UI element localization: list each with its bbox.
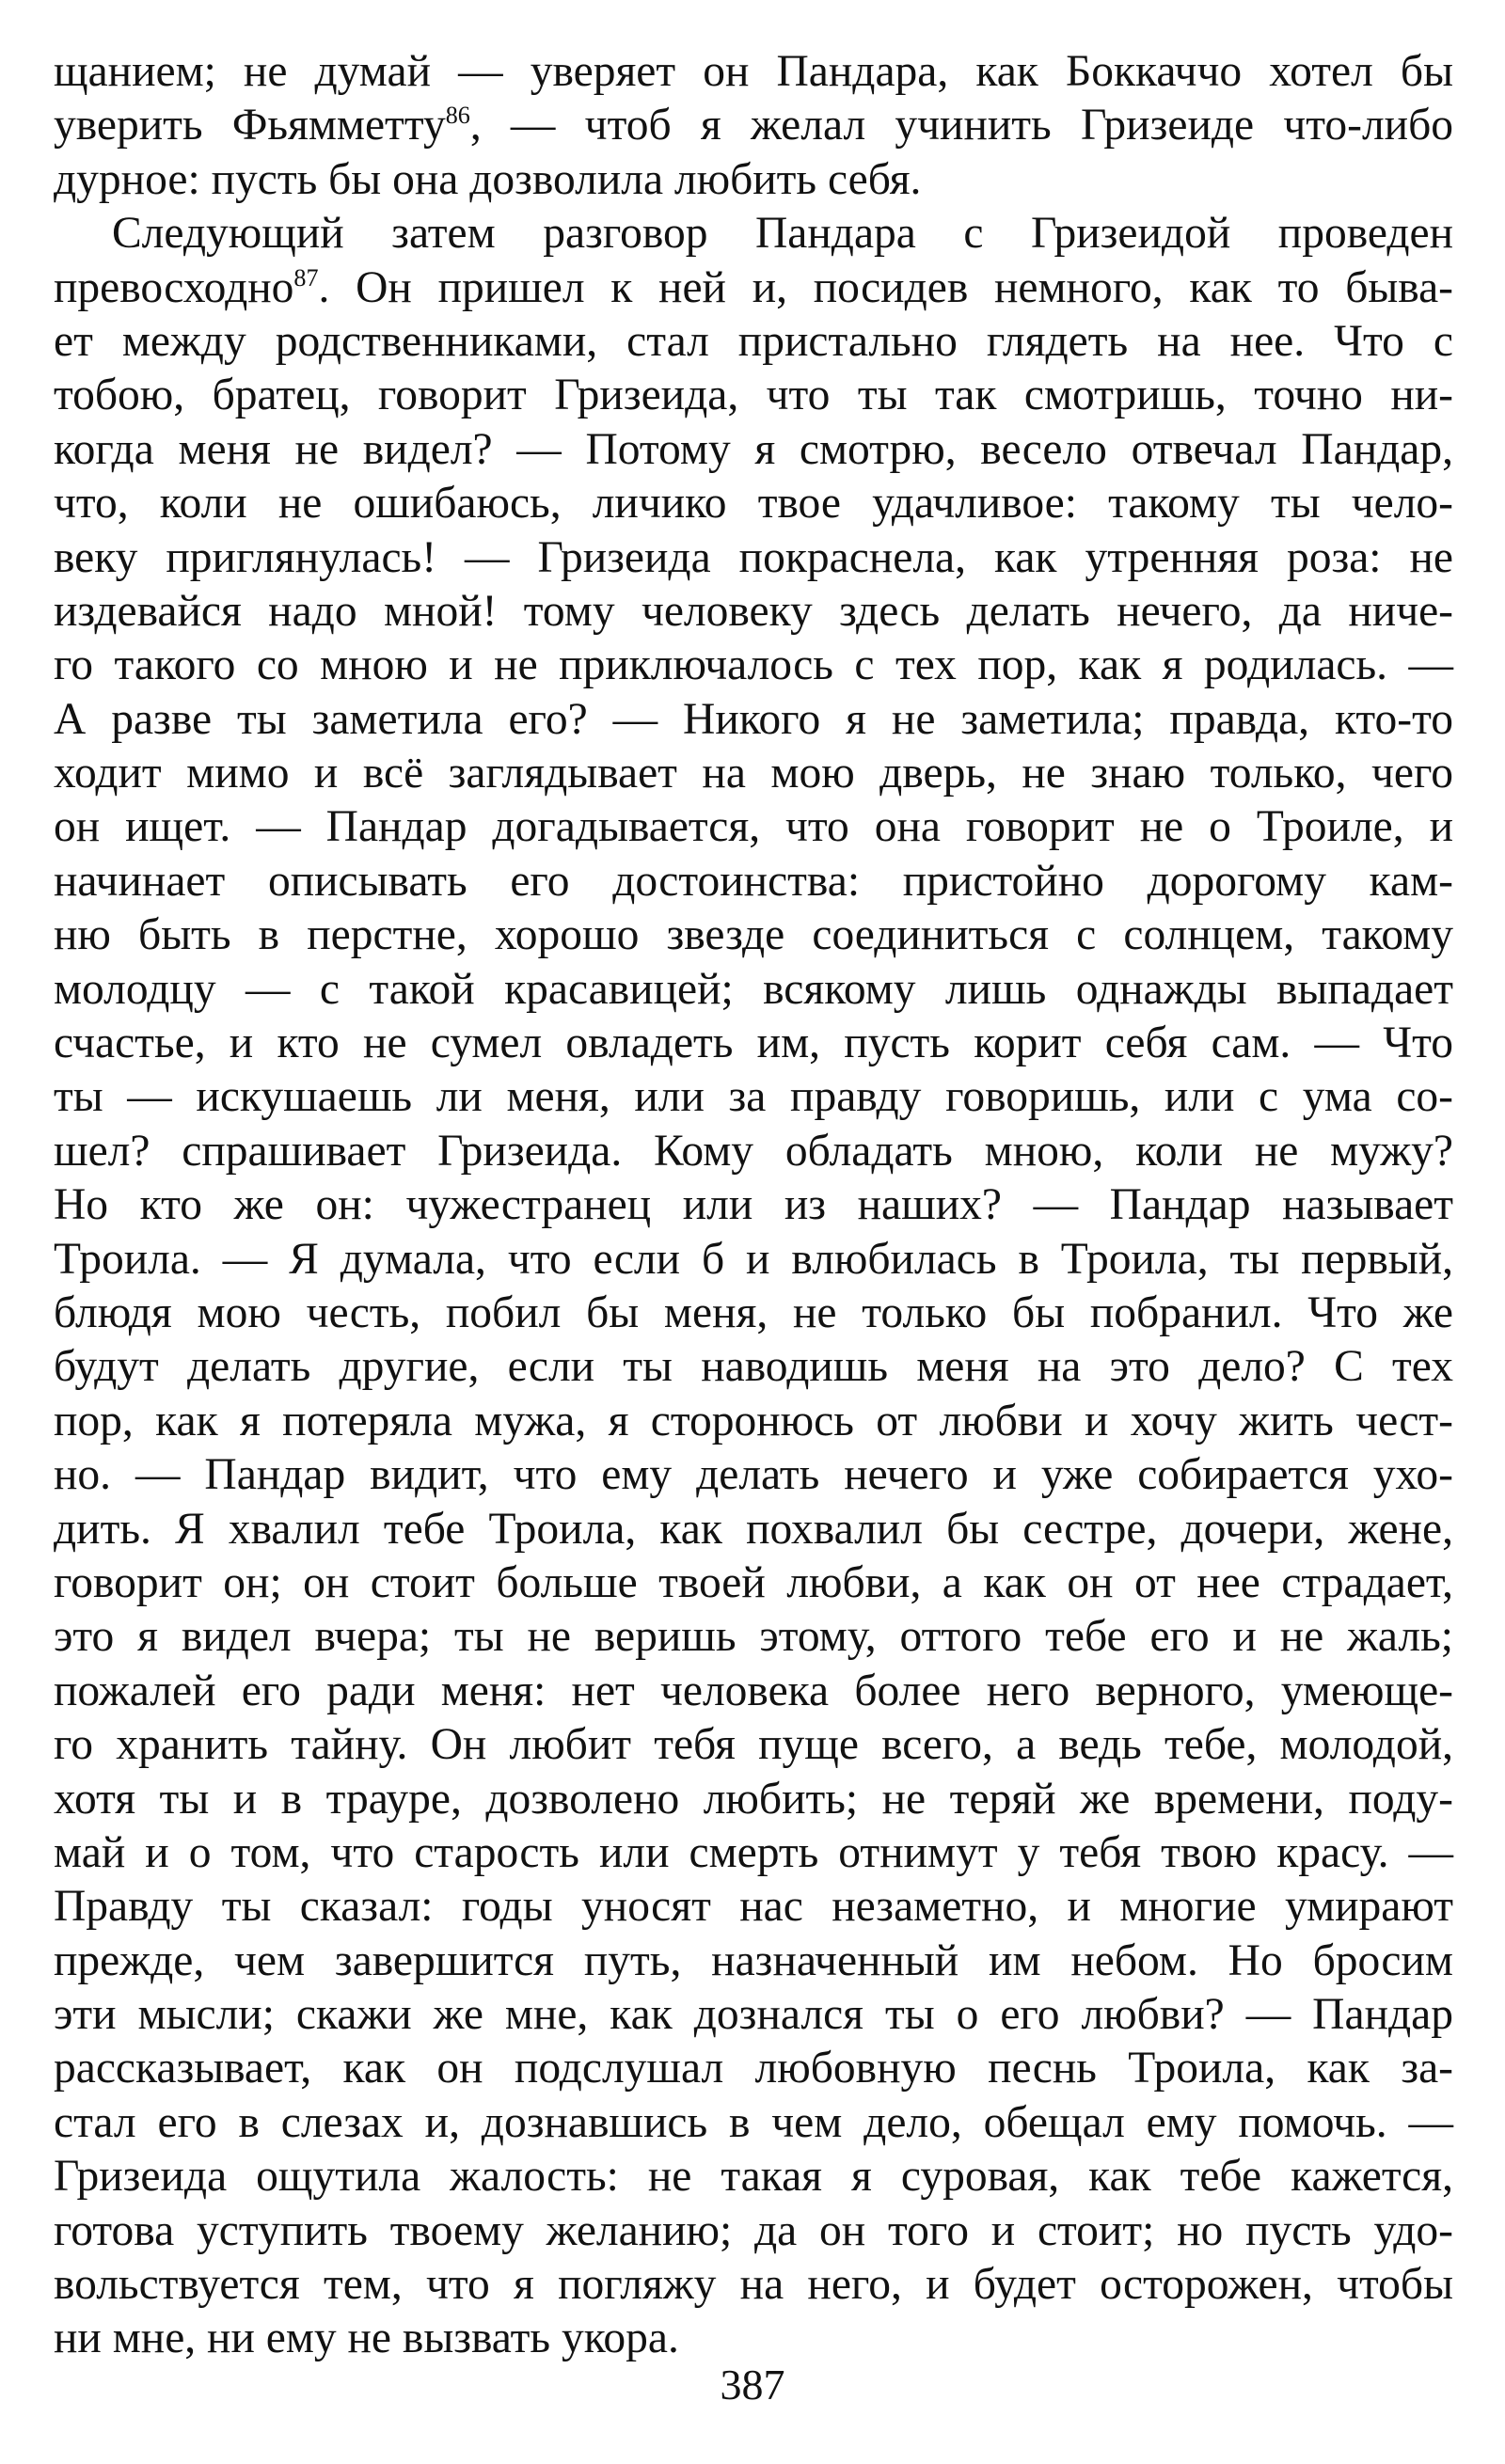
text-line: щанием; не думай — уверяет он Пандара, как Боккаччо хотел бы xyxy=(54,47,1453,96)
text-line: готова уступить твоему желанию; да он того и стоит; но пусть удо- xyxy=(54,2205,1453,2255)
text-line: веку приглянулась! — Гризеида покраснела, как утренняя роза: не xyxy=(54,532,1453,582)
text-line: Правду ты сказал: годы уносят нас незаметно, и многие умирают xyxy=(54,1882,1453,1932)
text-line: шел? спрашивает Гризеида. Кому обладать мною, коли не мужу? xyxy=(54,1126,1453,1176)
text-line: говорит он; он стоит больше твоей любви, а как он от нее страдает, xyxy=(54,1557,1453,1607)
text-line: Гризеида ощутила жалость: не такая я суровая, как тебе кажется, xyxy=(54,2152,1453,2202)
text-line: ню быть в перстне, хорошо звезде соединиться с солнцем, такому xyxy=(54,910,1453,960)
text-line: го такого со мною и не приключалось с тех пор, как я родилась. — xyxy=(54,640,1453,690)
text-line: май и о том, что старость или смерть отнимут у тебя твою красу. — xyxy=(54,1827,1453,1877)
text-line: но. — Пандар видит, что ему делать нечего и уже собирается ухо- xyxy=(54,1450,1453,1500)
footnote-marker: 87 xyxy=(293,263,319,292)
footnote-marker: 86 xyxy=(445,102,470,130)
text-span: превосходно xyxy=(54,262,294,312)
text-line: эти мысли; скажи же мне, как дознался ты о его любви? — Пандар xyxy=(54,1990,1453,2040)
text-span: уверить Фьямметту xyxy=(54,101,446,150)
text-line: что, коли не ошибаюсь, личико твое удачливое: такому ты чело- xyxy=(54,479,1453,529)
text-line: го хранить тайну. Он любит тебя пуще всего, а ведь тебе, молодой, xyxy=(54,1720,1453,1770)
text-line: Но кто же он: чужестранец или из наших? — Пандар называет xyxy=(54,1180,1453,1230)
text-line: пожалей его ради меня: нет человека более него верного, умеюще- xyxy=(54,1666,1453,1715)
text-line: издевайся надо мной! тому человеку здесь делать нечего, да ниче- xyxy=(54,586,1453,636)
page-number: 387 xyxy=(720,2361,785,2409)
text-line: ты — искушаешь ли меня, или за правду говоришь, или с ума со- xyxy=(54,1072,1453,1122)
text-span: . Он пришел к ней и, посидев немного, как то быва- xyxy=(318,262,1453,312)
text-line: тобою, братец, говорит Гризеида, что ты так смотришь, точно ни- xyxy=(54,371,1453,420)
text-line: рассказывает, как он подслушал любовную песнь Троила, как за- xyxy=(54,2044,1453,2093)
text-line: когда меня не видел? — Потому я смотрю, весело отвечал Пандар, xyxy=(54,424,1453,474)
text-line: ет между родственниками, стал пристально глядеть на нее. Что с xyxy=(54,316,1453,366)
text-line: ни мне, ни ему не вызвать укора. xyxy=(54,2314,679,2363)
text-line xyxy=(54,99,1453,152)
text-line xyxy=(54,261,1453,315)
body-text xyxy=(54,45,1453,2366)
text-line: прежде, чем завершится путь, назначенный им небом. Но бросим xyxy=(54,1935,1453,1985)
text-line: он ищет. — Пандар догадывается, что она говорит не о Троиле, и xyxy=(54,802,1453,852)
text-line: это я видел вчера; ты не веришь этому, оттого тебе его и не жаль; xyxy=(54,1612,1453,1662)
text-line: дурное: пусть бы она дозволила любить себя. xyxy=(54,154,922,204)
text-line: молодцу — с такой красавицей; всякому лишь однажды выпадает xyxy=(54,964,1453,1014)
text-line: счастье, и кто не сумел овладеть им, пусть корит себя сам. — Что xyxy=(54,1019,1453,1068)
text-line: А разве ты заметила его? — Никого я не заметила; правда, кто-то xyxy=(54,694,1453,744)
text-line: стал его в слезах и, дознавшись в чем дело, обещал ему помочь. — xyxy=(54,2097,1453,2147)
text-line: начинает описывать его достоинства: пристойно дорогому кам- xyxy=(54,856,1453,906)
text-line: пор, как я потеряла мужа, я сторонюсь от любви и хочу жить чест- xyxy=(54,1396,1453,1445)
text-line: блюдя мою честь, побил бы меня, не только бы побранил. Что же xyxy=(54,1287,1453,1337)
text-line: хотя ты и в трауре, дозволено любить; не теряй же времени, поду- xyxy=(54,1774,1453,1824)
text-line: дить. Я хвалил тебе Троила, как похвалил бы сестре, дочери, жене, xyxy=(54,1504,1453,1554)
text-line: Троила. — Я думала, что если б и влюбилась в Троила, ты первый, xyxy=(54,1234,1453,1284)
text-span: , — чтоб я желал учинить Гризеиде что-либо xyxy=(469,101,1453,150)
text-line: будут делать другие, если ты наводишь меня на это дело? С тех xyxy=(54,1342,1453,1392)
text-line: Следующий затем разговор Пандара с Гризеидой проведен xyxy=(112,209,1453,259)
text-line: ходит мимо и всё заглядывает на мою дверь, не знаю только, чего xyxy=(54,749,1453,798)
text-line: вольствуется тем, что я погляжу на него, и будет осторожен, чтобы xyxy=(54,2260,1453,2310)
